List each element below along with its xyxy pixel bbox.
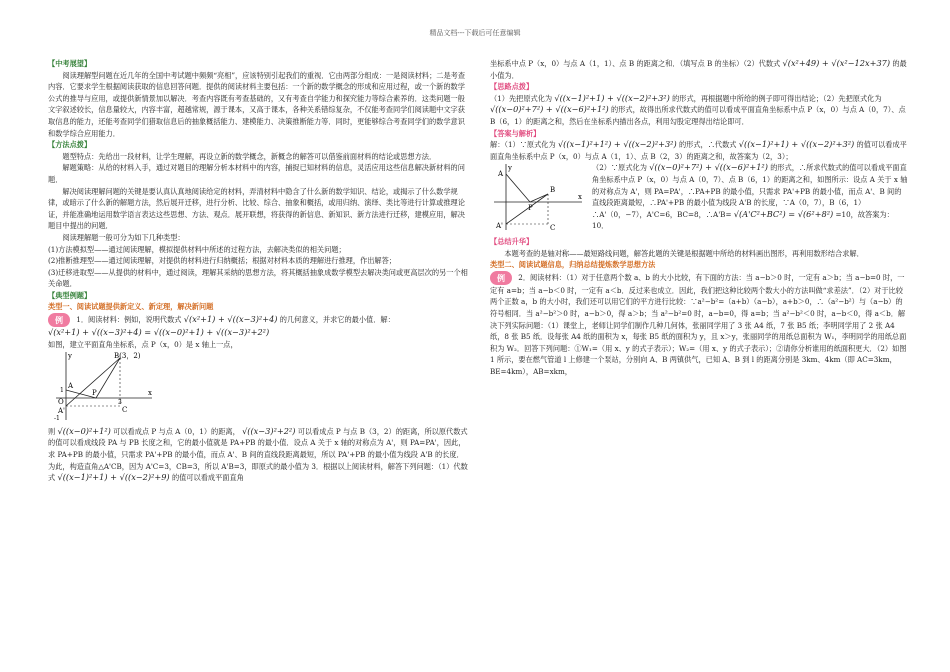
- expression-main: √(x²+1) + √((x−3)²+4): [183, 314, 278, 325]
- figure2-label-c: C: [550, 224, 556, 233]
- figure2-label-x: x: [578, 193, 582, 202]
- method-item-2: (2)推断推理型——通过阅读理解，对提供的材料进行归纳概括；根据对材料本质的理解进行推理，作出解答；: [48, 256, 396, 266]
- answer-part-2: （2）∵原式化为 √((x−0)²+7²) + √((x−6)²+1²) 的形式，∴所求代数式的值可以看成平面直角坐标系中点 P（x，0）与点 A（0，7）、点 B（6，1）的距离之和，如图所示：设点 A 关于 x 轴的对称点为 A'，则 PA=PA'，∴PA+PB 的最小值，只需求 PA'+PB 的最小值，而点 A'、B 间的直线段距离最短，∴PA'+PB 的最小值为线段 A'B 的长度，∵A（0，7），B（6，1）∴A'（0，−7），A'C=6，BC=8，∴A'B= √(A'C²+BC²) = √(6²+8²) =10，故答案为：10．: [592, 162, 908, 231]
- expression-r4: √((x−1)²+1²) + √((x−2)²+3²): [557, 139, 677, 150]
- figure-label-b: B(3，2): [114, 352, 141, 361]
- left-column: [48, 58, 468, 484]
- figure-label-o: O: [58, 398, 64, 407]
- coordinate-figure-2: [490, 162, 586, 236]
- figure-tick-3: 3: [118, 399, 122, 407]
- type-one-heading: 类型一、阅读试题提供新定义、新定理，解决新问题: [48, 302, 214, 312]
- example-1-setup: 如图，建立平面直角坐标系，点 P（x，0）是 x 轴上一点，: [48, 339, 238, 349]
- coordinate-figure-1: [48, 350, 158, 426]
- figure-tick-1: 1: [60, 387, 64, 395]
- expression-equation: √(x²+1) + √((x−3)²+4) = √((x−0)²+1) + √((x−3)²+2²): [48, 327, 270, 338]
- example-1-intro: 例 1．阅读材料：例如，说明代数式 √(x²+1) + √((x−3)²+4) 的几何意义，并求它的最小值．解：: [48, 313, 468, 327]
- expression-distance-1: √((x−0)²+1²): [57, 425, 111, 436]
- right-column: [490, 58, 908, 377]
- expression-r2: √((x−1)²+1) + √((x−2)²+3²): [554, 92, 670, 103]
- method-paragraph-4: 阅读理解题一般可分为如下几种类型：: [62, 232, 185, 242]
- section-title-method: 【方法点拨】: [48, 140, 92, 150]
- expression-r6: √((x−0)²+7²) + √((x−6)²+1²): [649, 162, 768, 173]
- expression-r7: √(A'C²+BC²) = √(6²+8²): [733, 208, 834, 219]
- answer-part-1: 解：（1）∵原式化为 √((x−1)²+1²) + √((x−2)²+3²) 的形式，∴代数式 √((x−1)²+1) + √((x−2)²+3²) 的值可以看成平面直角坐标系中点 P（x，0）与点 A（1，1）、点 B（2，3）的距离之和，故答案为（2，3）；: [490, 139, 907, 161]
- section-title-idea: 【思路点拨】: [490, 82, 534, 92]
- outlook-body: 阅读理解型问题在近几年的全国中考试题中频频“亮相”，应该特别引起我们的重视．它由两部分组成：一是阅读材料；二是考查内容．它要求学生根据阅读获取的信息回答问题．提供的阅读材料主要包括：一个新的数学概念的形成和应用过程，或一个新的数学公式的推导与应用，或提供新情景加以解决．考查内容既有考查基础的，又有考查自学能力和探究能力等综合素养的．这类问题一般文字叙述较长，信息量较大，内容丰富，超越常规，源于课本，又高于课本，各种关系错综复杂，不仅能考查同学们阅读题中文字获取信息的能力，还能考查同学们猎取信息后的抽象概括能力、建模能力、决策推断能力等．同时，更能够综合考查同学们的数学意识和数学综合应用能力．: [48, 70, 466, 138]
- method-item-3: (3)迁移进取型——从提供的材料中，通过阅读，理解其采纳的思想方法，将其概括抽象成数学模型去解决类问或更高层次的另一个相关命题．: [48, 267, 468, 289]
- figure-label-c: C: [122, 406, 128, 415]
- figure2-label-a: A: [498, 170, 504, 179]
- example-badge-2: 例: [490, 271, 512, 285]
- summary-body: 本题考查的是轴对称——最短路线问题，解答此题的关键是根据题中所给的材料画出图形，再利用数形结合求解．: [504, 248, 864, 258]
- figure-tick-minus-1: -1: [54, 415, 60, 423]
- method-item-1: (1)方法模拟型——通过阅读理解，模拟提供材料中所述的过程方法，去解决类似的相关问题；: [48, 244, 346, 254]
- example-badge: 例: [48, 313, 70, 327]
- expression-r1: √(x²+49) + √(x²−12x+37): [782, 58, 891, 68]
- method-paragraph-3: 解决阅读理解问题的关键是要认真认真地阅读给定的材料，弄清材料中隐含了什么新的数学知识、结论，或揭示了什么数学规律，或暗示了什么新的解题方法，然后展开迁移，进行分析、比较、综合、抽象和概括，或用归纳、演绎、类比等进行计算或推理论证，并能准确地运用数学语言表达这些思想、方法、观点．展开联想，将获得的新信息、新知识、新方法进行迁移，建模应用，解决题目中提出的问题．: [48, 186, 465, 231]
- section-title-summary: 【总结升华】: [490, 236, 534, 246]
- figure2-label-p: P: [528, 204, 533, 213]
- method-paragraph-2: 解题策略：从给的材料入手，通过对题目的理解分析本材料中的内容，捕捉已知材料的信息，灵活应用这些信息解决新材料的问题．: [48, 163, 465, 184]
- figure-label-p: P: [92, 389, 97, 398]
- figure-label-a-prime: A': [58, 407, 65, 416]
- page-header: 精品文档---下载后可任意编辑: [429, 29, 521, 37]
- expression-r3: √((x−0)²+7²) + √((x−6)²+1²): [490, 104, 609, 115]
- expression-distance-2: √((x−3)²+2²): [242, 425, 296, 436]
- idea-body: （1）先把原式化为 √((x−1)²+1) + √((x−2)²+3²) 的形式，再根据题中所给的例子即可得出结论；（2）先把原式化为 √((x−0)²+7²) + √((x−6)²+1²) 的形式，故得出所求代数式的值可以看成平面直角坐标系中点 P（x，0）与点 A（0，7）、点 B（6，1）的距离之和，然后在坐标系内描出各点，利用勾股定理得出结论即可．: [490, 92, 906, 126]
- figure-label-x: x: [148, 389, 152, 398]
- section-title-examples: 【典型例题】: [48, 290, 92, 300]
- figure-label-y: y: [68, 352, 72, 361]
- section-title-outlook: 【中考展望】: [48, 59, 92, 68]
- expression-question: √((x−1)²+1) + √((x−2)²+9): [57, 472, 170, 483]
- question-continued: 坐标系中点 P（x，0）与点 A（1，1）、点 B 的距离之和．（填写点 B 的坐标）（2）代数式 √(x²+49) + √(x²−12x+37) 的最小值为．: [490, 58, 907, 80]
- figure2-label-b: B: [550, 186, 556, 195]
- type-two-heading: 类型二、阅读试题信息，归纳总结提炼数学思想方法: [490, 260, 656, 270]
- figure2-label-y: y: [508, 164, 512, 173]
- figure-label-a: A: [68, 382, 74, 391]
- expression-r5: √((x−1)²+1) + √((x−2)²+3²): [738, 139, 855, 150]
- section-title-answer: 【答案与解析】: [490, 128, 541, 138]
- example-1-explanation: 则 √((x−0)²+1²) 可以看成点 P 与点 A（0，1）的距离， √((x−3)²+2²) 可以看成点 P 与点 B（3，2）的距离，所以原代数式的值可以看成线段 PA 与 PB 长度之和，它的最小值就是 PA+PB 的最小值．设点 A 关于 x 轴的对称点为 A'，则 PA=PA'，因此，求 PA+PB 的最小值，只需求 PA'+PB 的最小值，而点 A'、B 间的直线段距离最短，所以 PA'+PB 的最小值为线段 A'B 的长度．为此，构造直角△A'CB，因为 A'C=3，CB=3，所以 A'B=3，即原式的最小值为 3．根据以上阅读材料，解答下列问题：（1）代数式 √((x−1)²+1) + √((x−2)²+9) 的值可以看成平面直角: [48, 425, 468, 483]
- example-2-body: 例 2．阅读材料：（1）对于任意两个数 a、b 的大小比较，有下面的方法：当 a−b＞0 时，一定有 a＞b；当 a−b=0 时，一定有 a=b；当 a−b＜0 时，一定有 a＜b．反过来也成立．因此，我们把这种比较两个数大小的方法叫做“求差法”．（2）对于比较两个正数 a，b 的大小时，我们还可以用它们的平方进行比较：∵a²−b²=（a+b）（a−b），a+b＞0，∴（a²−b²）与（a−b）的符号相同．当 a²−b²＞0 时，a−b＞0，得 a＞b；当 a²−b²=0 时，a−b=0，得 a=b；当 a²−b²＜0 时，a−b＜0，得 a＜b．解决下列实际问题：（1）课堂上，老师让同学们制作几种几何体，张丽同学用了 3 张 A4 纸，7 张 B5 纸；李明同学用了 2 张 A4 纸，8 张 B5 纸．设每张 A4 纸的面积为 x，每张 B5 纸的面积为 y，且 x＞y，张丽同学的用纸总面积为 W₁，李明同学的用纸总面积为 W₂．回答下列问题：①W₁=（用 x、y 的式子表示）；W₂=（用 x、y 的式子表示）；②请你分析谁用的纸面积更大．（2）如图 1 所示，要在燃气管道 l 上修建一个泵站，分别向 A、B 两镇供气，已知 A、B 到 l 的距离分别是 3km、4km（即 AC=3km，BE=4km），AB=xkm，: [490, 272, 907, 376]
- method-paragraph-1: 题型特点：先给出一段材料，让学生理解，再设立新的数学概念，新概念的解答可以借鉴前面材料的结论或思想方法．: [62, 151, 437, 161]
- figure2-label-a-prime: A': [496, 222, 503, 231]
